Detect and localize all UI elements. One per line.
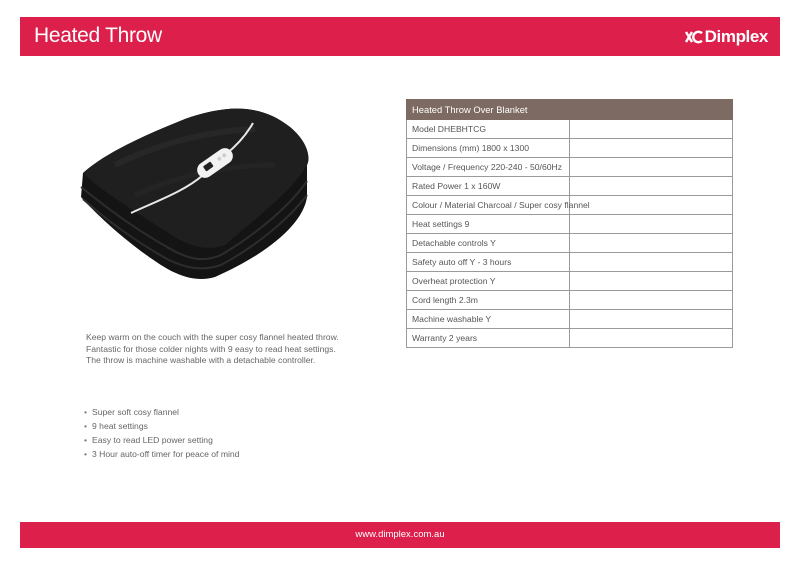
spec-empty-cell	[570, 196, 733, 215]
table-row	[407, 196, 733, 215]
spec-table-heading: Heated Throw Over Blanket	[407, 100, 733, 120]
table-row	[407, 120, 733, 139]
spec-cell: Cord length 2.3m	[407, 291, 570, 310]
dimplex-logo-icon	[685, 30, 703, 44]
table-row	[407, 329, 733, 348]
spec-empty-cell	[570, 215, 733, 234]
spec-cell: Detachable controls Y	[407, 234, 570, 253]
spec-cell: Voltage / Frequency 220-240 - 50/60Hz	[407, 158, 570, 177]
product-description: Keep warm on the couch with the super cosy flannel heated throw. Fantastic for those colder nights with 9 easy to read heat settings. The throw is machine washable with a detachable controller.	[86, 332, 339, 365]
table-row	[407, 158, 733, 177]
table-row	[407, 291, 733, 310]
spec-cell: Rated Power 1 x 160W	[407, 177, 570, 196]
header-bar	[20, 17, 780, 56]
spec-empty-cell	[570, 272, 733, 291]
spec-cell: Colour / Material Charcoal / Super cosy flannel	[407, 196, 570, 215]
feature-item: • 3 Hour auto-off timer for peace of mind	[84, 447, 344, 461]
brand-logo	[685, 26, 768, 48]
table-row	[407, 234, 733, 253]
table-row	[407, 272, 733, 291]
feature-list	[84, 405, 344, 461]
footer-bar	[20, 522, 780, 548]
spec-empty-cell	[570, 329, 733, 348]
spec-cell: Machine washable Y	[407, 310, 570, 329]
brand-name: Dimplex	[704, 27, 768, 46]
spec-cell: Heat settings 9	[407, 215, 570, 234]
spec-empty-cell	[570, 158, 733, 177]
spec-cell: Dimensions (mm) 1800 x 1300	[407, 139, 570, 158]
feature-item: • Super soft cosy flannel	[84, 405, 344, 419]
spec-empty-cell	[570, 139, 733, 158]
table-row	[407, 310, 733, 329]
heated-throw-image	[75, 95, 315, 285]
spec-cell: Warranty 2 years	[407, 329, 570, 348]
spec-cell: Safety auto off Y - 3 hours	[407, 253, 570, 272]
table-row	[407, 215, 733, 234]
feature-item: • 9 heat settings	[84, 419, 344, 433]
table-row	[407, 253, 733, 272]
spec-empty-cell	[570, 234, 733, 253]
feature-item: • Easy to read LED power setting	[84, 433, 344, 447]
spec-empty-cell	[570, 310, 733, 329]
spec-table	[406, 99, 733, 348]
table-row	[407, 139, 733, 158]
table-row	[407, 177, 733, 196]
website-link[interactable]: www.dimplex.com.au	[355, 529, 445, 540]
spec-cell: Model DHEBHTCG	[407, 120, 570, 139]
spec-empty-cell	[570, 291, 733, 310]
page-title: Heated Throw	[34, 24, 162, 47]
spec-empty-cell	[570, 120, 733, 139]
spec-cell: Overheat protection Y	[407, 272, 570, 291]
spec-empty-cell	[570, 253, 733, 272]
spec-empty-cell	[570, 177, 733, 196]
